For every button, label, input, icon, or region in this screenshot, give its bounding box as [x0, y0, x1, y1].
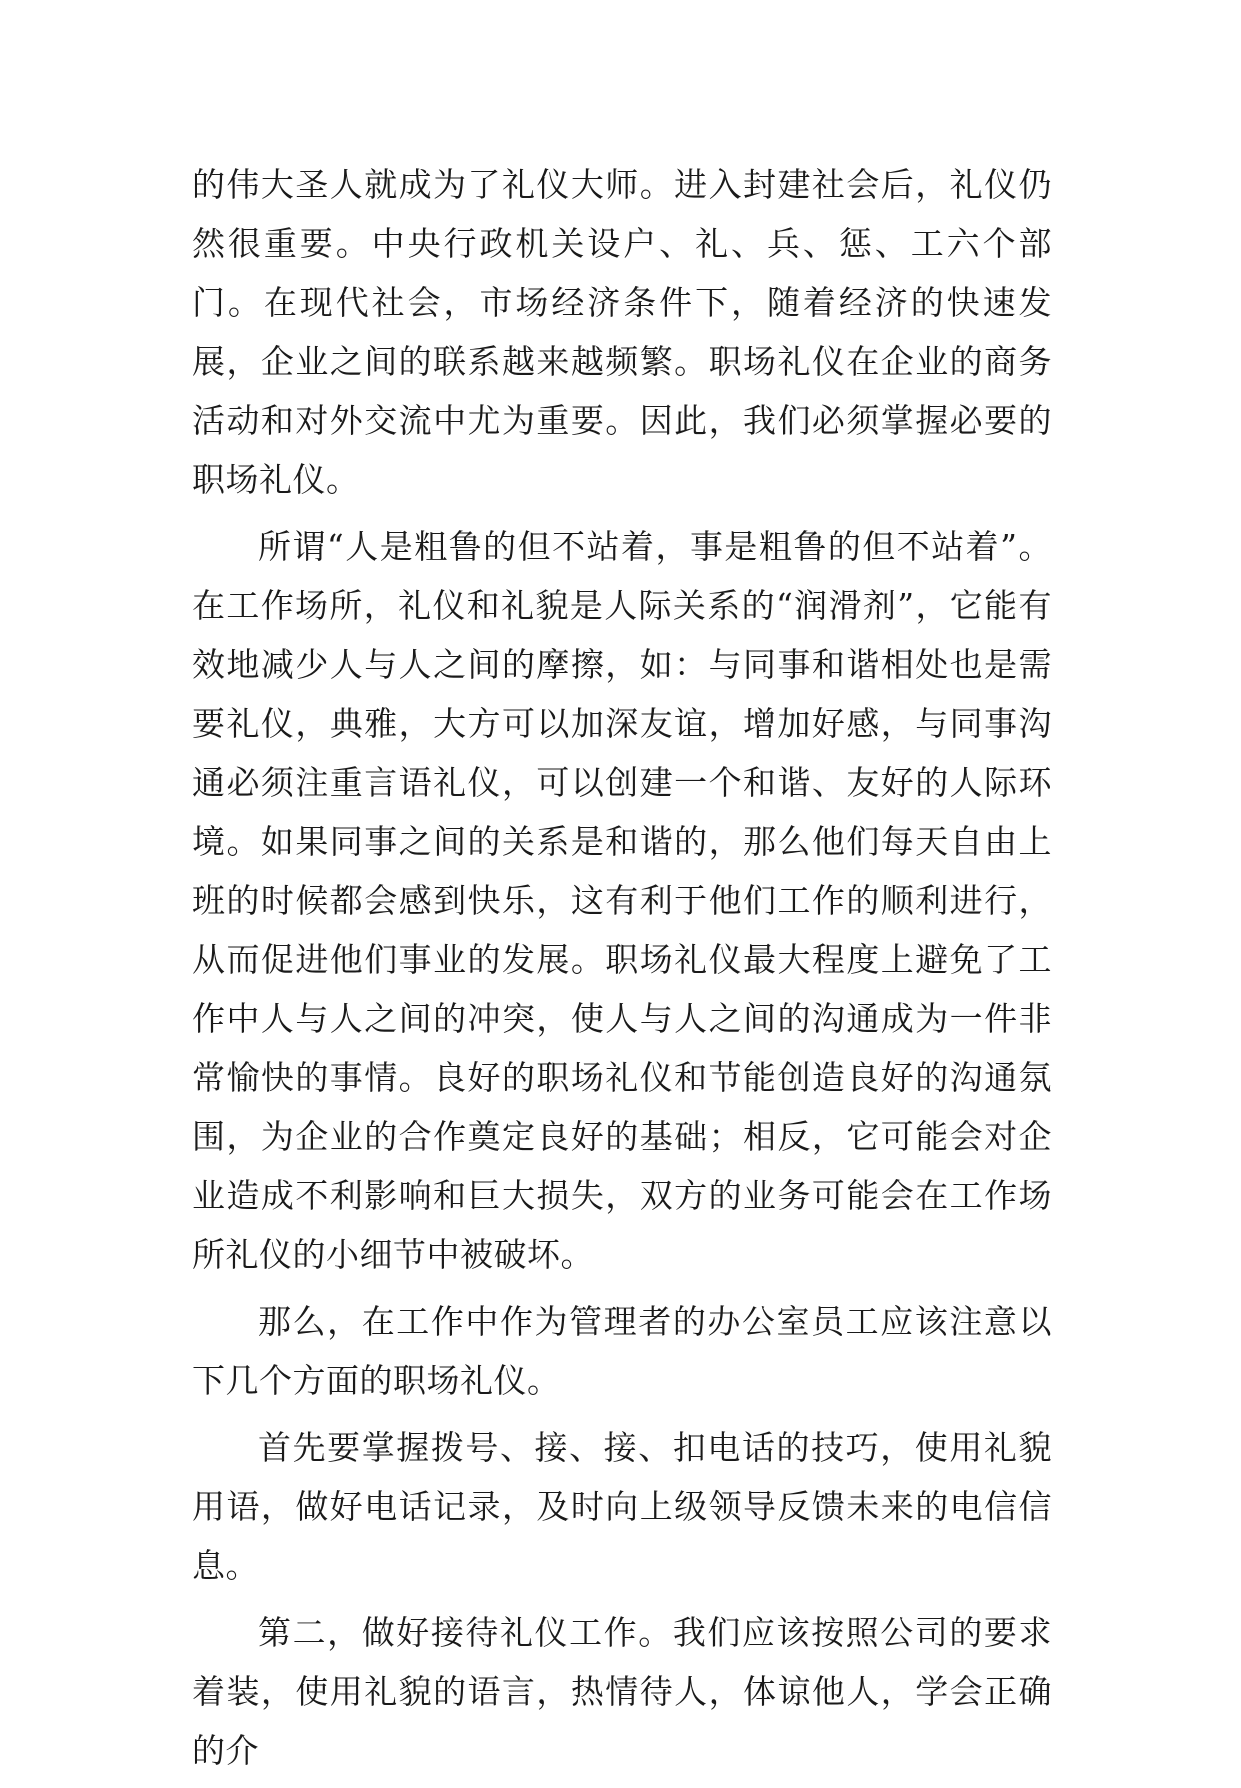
- paragraph-5: 第二，做好接待礼仪工作。我们应该按照公司的要求着装，使用礼貌的语言，热情待人，体谅他人，学会正确的介: [192, 1613, 1052, 1770]
- body-text: [192, 155, 1052, 1788]
- paragraph-1: 的伟大圣人就成为了礼仪大师。进入封建社会后，礼仪仍然很重要。中央行政机关设户、礼、兵、惩、工六个部门。在现代社会，市场经济条件下，随着经济的快速发展，企业之间的联系越来越频繁。职场礼仪在企业的商务活动和对外交流中尤为重要。因此，我们必须掌握必要的职场礼仪。: [192, 165, 1052, 499]
- paragraph-2: 所谓“人是粗鲁的但不站着，事是粗鲁的但不站着”。在工作场所，礼仪和礼貌是人际关系的“润滑剂”，它能有效地减少人与人之间的摩擦，如：与同事和谐相处也是需要礼仪，典雅，大方可以加深友谊，增加好感，与同事沟通必须注重言语礼仪，可以创建一个和谐、友好的人际环境。如果同事之间的关系是和谐的，那么他们每天自由上班的时候都会感到快乐，这有利于他们工作的顺利进行，从而促进他们事业的发展。职场礼仪最大程度上避免了工作中人与人之间的冲突，使人与人之间的沟通成为一件非常愉快的事情。良好的职场礼仪和节能创造良好的沟通氛围，为企业的合作奠定良好的基础；相反，它可能会对企业造成不利影响和巨大损失，双方的业务可能会在工作场所礼仪的小细节中被破坏。: [192, 527, 1052, 1274]
- paragraph-4: 首先要掌握拨号、接、接、扣电话的技巧，使用礼貌用语，做好电话记录，及时向上级领导反馈未来的电信信息。: [192, 1428, 1052, 1585]
- paragraph-3: 那么，在工作中作为管理者的办公室员工应该注意以下几个方面的职场礼仪。: [192, 1302, 1052, 1400]
